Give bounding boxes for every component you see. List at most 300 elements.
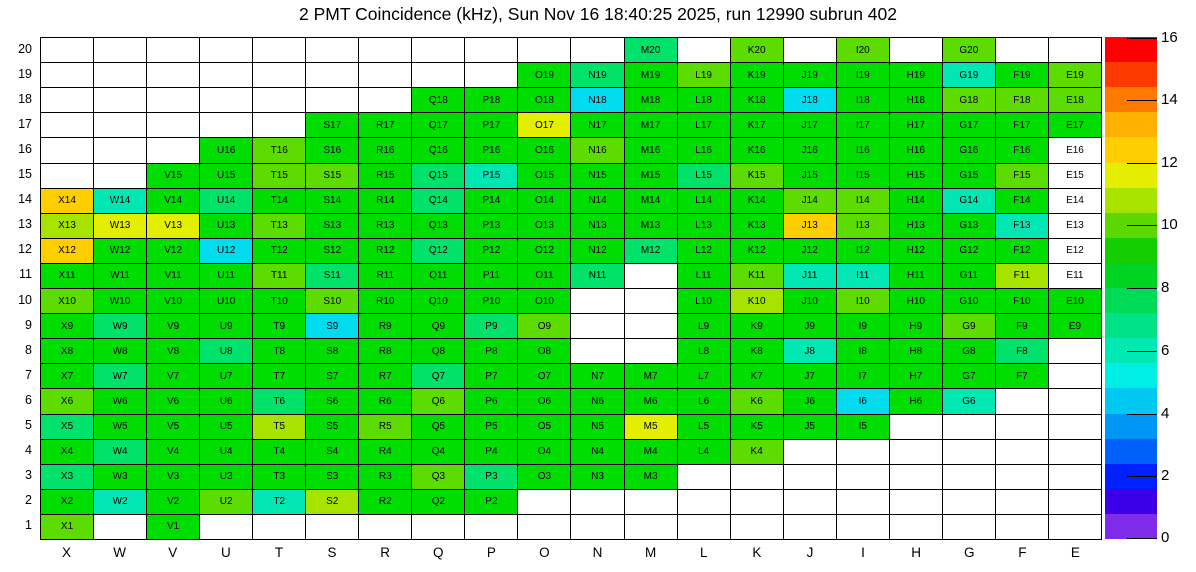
y-axis-label-5: 5 <box>25 417 32 432</box>
cell-R13: R13 <box>359 214 411 238</box>
cell-I20: I20 <box>837 38 889 62</box>
cell-empty <box>996 515 1048 539</box>
cell-empty <box>837 465 889 489</box>
cell-V12: V12 <box>147 239 199 263</box>
cell-G13: G13 <box>943 214 995 238</box>
y-axis-label-19: 19 <box>18 67 32 82</box>
cell-G6: G6 <box>943 389 995 413</box>
cell-N5: N5 <box>571 415 623 439</box>
cell-N6: N6 <box>571 389 623 413</box>
cell-U3: U3 <box>200 465 252 489</box>
cell-T2: T2 <box>253 490 305 514</box>
cell-R10: R10 <box>359 289 411 313</box>
cell-W7: W7 <box>94 364 146 388</box>
cell-empty <box>41 113 93 137</box>
cell-J16: J16 <box>784 138 836 162</box>
cell-R3: R3 <box>359 465 411 489</box>
cell-empty <box>625 339 677 363</box>
cell-X9: X9 <box>41 314 93 338</box>
cell-H14: H14 <box>890 189 942 213</box>
cell-empty <box>625 264 677 288</box>
colorbar-band <box>1105 188 1157 214</box>
y-axis-label-2: 2 <box>25 492 32 507</box>
cell-F16: F16 <box>996 138 1048 162</box>
cell-P16: P16 <box>465 138 517 162</box>
colorbar <box>1105 37 1157 539</box>
cell-V7: V7 <box>147 364 199 388</box>
cell-V11: V11 <box>147 264 199 288</box>
cell-U9: U9 <box>200 314 252 338</box>
y-axis-label-15: 15 <box>18 167 32 182</box>
cell-P17: P17 <box>465 113 517 137</box>
colorbar-tick-16 <box>1127 38 1157 39</box>
cell-L14: L14 <box>678 189 730 213</box>
cell-empty <box>784 515 836 539</box>
cell-empty <box>571 314 623 338</box>
cell-E13: E13 <box>1049 214 1101 238</box>
cell-S14: S14 <box>306 189 358 213</box>
y-axis-label-8: 8 <box>25 342 32 357</box>
cell-I12: I12 <box>837 239 889 263</box>
cell-P11: P11 <box>465 264 517 288</box>
cell-J5: J5 <box>784 415 836 439</box>
cell-M3: M3 <box>625 465 677 489</box>
cell-T7: T7 <box>253 364 305 388</box>
cell-R4: R4 <box>359 440 411 464</box>
cell-O3: O3 <box>518 465 570 489</box>
cell-Q12: Q12 <box>412 239 464 263</box>
cell-empty <box>996 389 1048 413</box>
cell-P10: P10 <box>465 289 517 313</box>
cell-P7: P7 <box>465 364 517 388</box>
cell-X2: X2 <box>41 490 93 514</box>
cell-K20: K20 <box>731 38 783 62</box>
cell-J13: J13 <box>784 214 836 238</box>
cell-empty <box>625 515 677 539</box>
cell-H16: H16 <box>890 138 942 162</box>
cell-empty <box>253 38 305 62</box>
cell-J8: J8 <box>784 339 836 363</box>
x-axis-label-T: T <box>274 545 284 560</box>
cell-empty <box>412 515 464 539</box>
cell-M20: M20 <box>625 38 677 62</box>
cell-M13: M13 <box>625 214 677 238</box>
cell-empty <box>837 440 889 464</box>
cell-S8: S8 <box>306 339 358 363</box>
cell-empty <box>147 113 199 137</box>
cell-W11: W11 <box>94 264 146 288</box>
x-axis-label-W: W <box>113 545 127 560</box>
cell-O14: O14 <box>518 189 570 213</box>
cell-U5: U5 <box>200 415 252 439</box>
cell-T10: T10 <box>253 289 305 313</box>
cell-R17: R17 <box>359 113 411 137</box>
cell-empty <box>571 38 623 62</box>
cell-K18: K18 <box>731 88 783 112</box>
cell-empty <box>678 38 730 62</box>
cell-empty <box>784 38 836 62</box>
cell-X3: X3 <box>41 465 93 489</box>
cell-U6: U6 <box>200 389 252 413</box>
cell-W13: W13 <box>94 214 146 238</box>
y-axis-label-18: 18 <box>18 92 32 107</box>
cell-empty <box>253 113 305 137</box>
cell-O9: O9 <box>518 314 570 338</box>
cell-F18: F18 <box>996 88 1048 112</box>
colorbar-tick-6 <box>1127 351 1157 352</box>
cell-Q8: Q8 <box>412 339 464 363</box>
cell-I13: I13 <box>837 214 889 238</box>
cell-empty <box>996 38 1048 62</box>
colorbar-band <box>1105 489 1157 515</box>
cell-U15: U15 <box>200 164 252 188</box>
cell-X11: X11 <box>41 264 93 288</box>
cell-U7: U7 <box>200 364 252 388</box>
cell-O8: O8 <box>518 339 570 363</box>
cell-F7: F7 <box>996 364 1048 388</box>
cell-empty <box>1049 389 1101 413</box>
cell-L12: L12 <box>678 239 730 263</box>
heatmap-grid <box>40 37 1102 540</box>
cell-K10: K10 <box>731 289 783 313</box>
colorbar-label-12: 12 <box>1161 153 1178 171</box>
cell-Q5: Q5 <box>412 415 464 439</box>
cell-empty <box>94 138 146 162</box>
cell-empty <box>1049 490 1101 514</box>
cell-empty <box>784 490 836 514</box>
cell-G17: G17 <box>943 113 995 137</box>
colorbar-tick-12 <box>1127 163 1157 164</box>
cell-R6: R6 <box>359 389 411 413</box>
cell-W4: W4 <box>94 440 146 464</box>
cell-empty <box>147 138 199 162</box>
cell-empty <box>359 88 411 112</box>
cell-U12: U12 <box>200 239 252 263</box>
cell-S7: S7 <box>306 364 358 388</box>
cell-Q10: Q10 <box>412 289 464 313</box>
cell-empty <box>41 38 93 62</box>
cell-V5: V5 <box>147 415 199 439</box>
colorbar-band <box>1105 514 1157 540</box>
cell-J14: J14 <box>784 189 836 213</box>
cell-M18: M18 <box>625 88 677 112</box>
cell-empty <box>306 38 358 62</box>
cell-R8: R8 <box>359 339 411 363</box>
cell-P15: P15 <box>465 164 517 188</box>
cell-U10: U10 <box>200 289 252 313</box>
cell-Q7: Q7 <box>412 364 464 388</box>
cell-empty <box>571 515 623 539</box>
cell-Q14: Q14 <box>412 189 464 213</box>
cell-G9: G9 <box>943 314 995 338</box>
cell-V10: V10 <box>147 289 199 313</box>
x-axis-label-N: N <box>592 545 603 560</box>
cell-K16: K16 <box>731 138 783 162</box>
cell-S9: S9 <box>306 314 358 338</box>
cell-empty <box>41 63 93 87</box>
cell-I10: I10 <box>837 289 889 313</box>
cell-N14: N14 <box>571 189 623 213</box>
y-axis-label-16: 16 <box>18 142 32 157</box>
cell-empty <box>625 490 677 514</box>
colorbar-band <box>1105 388 1157 414</box>
cell-S13: S13 <box>306 214 358 238</box>
cell-empty <box>147 38 199 62</box>
cell-empty <box>890 465 942 489</box>
cell-F12: F12 <box>996 239 1048 263</box>
cell-O11: O11 <box>518 264 570 288</box>
colorbar-tick-14 <box>1127 100 1157 101</box>
cell-K7: K7 <box>731 364 783 388</box>
cell-P3: P3 <box>465 465 517 489</box>
cell-I5: I5 <box>837 415 889 439</box>
cell-G12: G12 <box>943 239 995 263</box>
cell-T9: T9 <box>253 314 305 338</box>
cell-empty <box>41 164 93 188</box>
cell-H6: H6 <box>890 389 942 413</box>
colorbar-label-10: 10 <box>1161 216 1178 234</box>
cell-F17: F17 <box>996 113 1048 137</box>
cell-empty <box>306 63 358 87</box>
cell-empty <box>94 88 146 112</box>
cell-N19: N19 <box>571 63 623 87</box>
cell-N18: N18 <box>571 88 623 112</box>
cell-O4: O4 <box>518 440 570 464</box>
cell-R2: R2 <box>359 490 411 514</box>
cell-Q15: Q15 <box>412 164 464 188</box>
cell-H12: H12 <box>890 239 942 263</box>
cell-empty <box>94 113 146 137</box>
cell-J10: J10 <box>784 289 836 313</box>
cell-M12: M12 <box>625 239 677 263</box>
cell-I15: I15 <box>837 164 889 188</box>
cell-K8: K8 <box>731 339 783 363</box>
cell-L18: L18 <box>678 88 730 112</box>
cell-L11: L11 <box>678 264 730 288</box>
cell-U11: U11 <box>200 264 252 288</box>
cell-empty <box>94 63 146 87</box>
x-axis-label-K: K <box>752 545 762 560</box>
cell-P14: P14 <box>465 189 517 213</box>
cell-N11: N11 <box>571 264 623 288</box>
cell-X8: X8 <box>41 339 93 363</box>
cell-W12: W12 <box>94 239 146 263</box>
cell-H17: H17 <box>890 113 942 137</box>
cell-empty <box>1049 339 1101 363</box>
cell-N16: N16 <box>571 138 623 162</box>
cell-empty <box>200 63 252 87</box>
cell-E9: E9 <box>1049 314 1101 338</box>
cell-S15: S15 <box>306 164 358 188</box>
cell-L5: L5 <box>678 415 730 439</box>
cell-S3: S3 <box>306 465 358 489</box>
cell-empty <box>784 465 836 489</box>
y-axis-label-10: 10 <box>18 292 32 307</box>
cell-empty <box>943 515 995 539</box>
cell-X14: X14 <box>41 189 93 213</box>
colorbar-tick-8 <box>1127 288 1157 289</box>
cell-empty <box>571 339 623 363</box>
cell-L17: L17 <box>678 113 730 137</box>
cell-S17: S17 <box>306 113 358 137</box>
cell-empty <box>837 515 889 539</box>
cell-H11: H11 <box>890 264 942 288</box>
y-axis-label-17: 17 <box>18 117 32 132</box>
cell-M7: M7 <box>625 364 677 388</box>
y-axis-label-9: 9 <box>25 317 32 332</box>
cell-empty <box>731 490 783 514</box>
cell-E17: E17 <box>1049 113 1101 137</box>
colorbar-band <box>1105 313 1157 339</box>
cell-empty <box>518 38 570 62</box>
cell-empty <box>996 440 1048 464</box>
x-axis-label-Q: Q <box>432 545 444 560</box>
cell-V13: V13 <box>147 214 199 238</box>
x-axis-label-S: S <box>327 545 337 560</box>
cell-K12: K12 <box>731 239 783 263</box>
cell-F15: F15 <box>996 164 1048 188</box>
cell-empty <box>784 440 836 464</box>
x-axis-label-P: P <box>486 545 496 560</box>
cell-empty <box>200 88 252 112</box>
cell-Q18: Q18 <box>412 88 464 112</box>
cell-E16: E16 <box>1049 138 1101 162</box>
cell-U16: U16 <box>200 138 252 162</box>
colorbar-band <box>1105 263 1157 289</box>
cell-L6: L6 <box>678 389 730 413</box>
cell-K6: K6 <box>731 389 783 413</box>
cell-R15: R15 <box>359 164 411 188</box>
cell-empty <box>465 515 517 539</box>
cell-I7: I7 <box>837 364 889 388</box>
cell-F8: F8 <box>996 339 1048 363</box>
cell-J6: J6 <box>784 389 836 413</box>
cell-Q3: Q3 <box>412 465 464 489</box>
y-axis-label-13: 13 <box>18 217 32 232</box>
cell-empty <box>890 490 942 514</box>
cell-empty <box>253 88 305 112</box>
x-axis-label-R: R <box>380 545 391 560</box>
cell-T11: T11 <box>253 264 305 288</box>
cell-H7: H7 <box>890 364 942 388</box>
cell-empty <box>518 515 570 539</box>
x-axis-label-J: J <box>806 545 814 560</box>
cell-M17: M17 <box>625 113 677 137</box>
colorbar-tick-2 <box>1127 476 1157 477</box>
y-axis-label-6: 6 <box>25 392 32 407</box>
cell-T6: T6 <box>253 389 305 413</box>
cell-empty <box>943 490 995 514</box>
cell-L8: L8 <box>678 339 730 363</box>
cell-J15: J15 <box>784 164 836 188</box>
colorbar-band <box>1105 363 1157 389</box>
x-axis-label-I: I <box>861 545 865 560</box>
cell-R12: R12 <box>359 239 411 263</box>
y-axis-label-11: 11 <box>19 267 32 282</box>
cell-F11: F11 <box>996 264 1048 288</box>
cell-empty <box>890 515 942 539</box>
cell-G15: G15 <box>943 164 995 188</box>
cell-S5: S5 <box>306 415 358 439</box>
cell-S10: S10 <box>306 289 358 313</box>
cell-U2: U2 <box>200 490 252 514</box>
cell-O10: O10 <box>518 289 570 313</box>
cell-J9: J9 <box>784 314 836 338</box>
cell-H9: H9 <box>890 314 942 338</box>
cell-empty <box>571 490 623 514</box>
cell-W5: W5 <box>94 415 146 439</box>
x-axis-label-V: V <box>168 545 178 560</box>
cell-empty <box>412 63 464 87</box>
cell-I11: I11 <box>837 264 889 288</box>
cell-E12: E12 <box>1049 239 1101 263</box>
cell-F19: F19 <box>996 63 1048 87</box>
cell-E19: E19 <box>1049 63 1101 87</box>
cell-O18: O18 <box>518 88 570 112</box>
x-axis-label-G: G <box>963 545 975 560</box>
cell-P18: P18 <box>465 88 517 112</box>
cell-K19: K19 <box>731 63 783 87</box>
cell-Q11: Q11 <box>412 264 464 288</box>
cell-I16: I16 <box>837 138 889 162</box>
cell-I17: I17 <box>837 113 889 137</box>
cell-M14: M14 <box>625 189 677 213</box>
cell-P13: P13 <box>465 214 517 238</box>
cell-N15: N15 <box>571 164 623 188</box>
cell-P8: P8 <box>465 339 517 363</box>
colorbar-label-0: 0 <box>1161 529 1170 546</box>
cell-empty <box>731 515 783 539</box>
cell-O7: O7 <box>518 364 570 388</box>
cell-O16: O16 <box>518 138 570 162</box>
cell-I8: I8 <box>837 339 889 363</box>
cell-empty <box>306 515 358 539</box>
x-axis-label-E: E <box>1070 545 1080 560</box>
colorbar-label-4: 4 <box>1161 404 1170 422</box>
cell-H8: H8 <box>890 339 942 363</box>
cell-E11: E11 <box>1049 264 1101 288</box>
cell-R16: R16 <box>359 138 411 162</box>
cell-empty <box>996 465 1048 489</box>
cell-W10: W10 <box>94 289 146 313</box>
cell-O17: O17 <box>518 113 570 137</box>
cell-N12: N12 <box>571 239 623 263</box>
cell-U8: U8 <box>200 339 252 363</box>
cell-W8: W8 <box>94 339 146 363</box>
cell-X10: X10 <box>41 289 93 313</box>
cell-T16: T16 <box>253 138 305 162</box>
cell-H10: H10 <box>890 289 942 313</box>
colorbar-band <box>1105 37 1157 63</box>
cell-S11: S11 <box>306 264 358 288</box>
cell-E15: E15 <box>1049 164 1101 188</box>
cell-V9: V9 <box>147 314 199 338</box>
cell-L10: L10 <box>678 289 730 313</box>
cell-G20: G20 <box>943 38 995 62</box>
colorbar-label-14: 14 <box>1161 90 1178 108</box>
cell-X4: X4 <box>41 440 93 464</box>
cell-empty <box>253 515 305 539</box>
cell-empty <box>41 138 93 162</box>
cell-L4: L4 <box>678 440 730 464</box>
cell-Q2: Q2 <box>412 490 464 514</box>
cell-empty <box>890 440 942 464</box>
cell-R9: R9 <box>359 314 411 338</box>
cell-Q9: Q9 <box>412 314 464 338</box>
cell-R5: R5 <box>359 415 411 439</box>
cell-P5: P5 <box>465 415 517 439</box>
y-axis-label-20: 20 <box>18 42 32 56</box>
